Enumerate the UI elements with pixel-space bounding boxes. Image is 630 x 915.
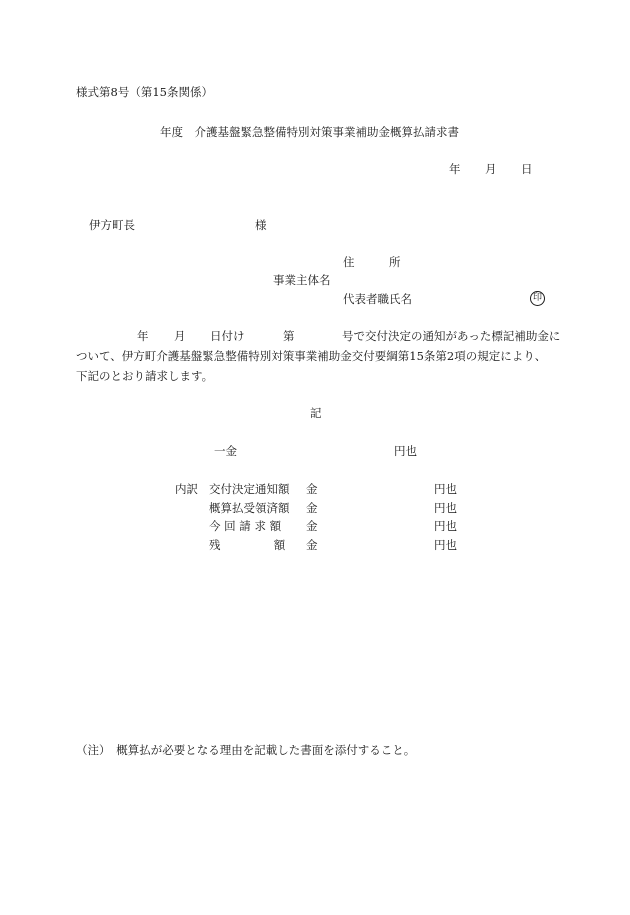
body-number-prefix: 第 bbox=[283, 329, 295, 343]
request-paragraph bbox=[76, 326, 561, 386]
breakdown-row-name: 交付決定通知額 bbox=[209, 482, 290, 496]
footnote: （注） 概算払が必要となる理由を記載した書面を添付すること。 bbox=[76, 743, 416, 757]
breakdown-row-name: 残 額 bbox=[209, 538, 286, 552]
date-year: 年 bbox=[449, 162, 461, 176]
breakdown-row-unit: 円也 bbox=[434, 501, 457, 515]
ki-heading: 記 bbox=[310, 406, 322, 420]
entity-name-label: 事業主体名 bbox=[273, 273, 331, 287]
form-number: 様式第8号（第15条関係） bbox=[76, 85, 213, 99]
breakdown-row-kin: 金 bbox=[306, 482, 318, 496]
breakdown-row-unit: 円也 bbox=[434, 482, 457, 496]
body-year: 年 bbox=[137, 329, 149, 343]
representative-label: 代表者職氏名 bbox=[343, 292, 412, 306]
paragraph-line-3: 下記のとおり請求します。 bbox=[76, 369, 214, 383]
document-title: 年度 介護基盤緊急整備特別対策事業補助金概算払請求書 bbox=[160, 125, 459, 139]
total-unit: 円也 bbox=[394, 444, 417, 458]
breakdown-label: 内訳 bbox=[175, 482, 198, 496]
paragraph-line-2: ついて、伊方町介護基盤緊急整備特別対策事業補助金交付要綱第15条第2項の規定により、 bbox=[76, 349, 547, 363]
seal-mark: 印 bbox=[530, 291, 545, 306]
date-month: 月 bbox=[485, 162, 497, 176]
addressee-name: 伊方町長 bbox=[89, 218, 135, 232]
breakdown-row-unit: 円也 bbox=[434, 519, 457, 533]
paragraph-line-1 bbox=[76, 326, 561, 346]
breakdown-row-kin: 金 bbox=[306, 519, 318, 533]
breakdown-row-name: 概算払受領済額 bbox=[209, 501, 290, 515]
address-label: 住 所 bbox=[343, 255, 401, 269]
breakdown-row-kin: 金 bbox=[306, 501, 318, 515]
date-day: 日 bbox=[521, 162, 533, 176]
body-month: 月 bbox=[174, 329, 186, 343]
breakdown-row-name: 今 回 請 求 額 bbox=[209, 519, 282, 533]
breakdown-row-kin: 金 bbox=[306, 538, 318, 552]
addressee-honorific: 様 bbox=[255, 218, 267, 232]
breakdown-row-unit: 円也 bbox=[434, 538, 457, 552]
total-label: 一金 bbox=[214, 444, 237, 458]
body-dated: 日付け bbox=[210, 329, 245, 343]
body-line1-rest: 号で交付決定の通知があった標記補助金に bbox=[342, 329, 561, 343]
